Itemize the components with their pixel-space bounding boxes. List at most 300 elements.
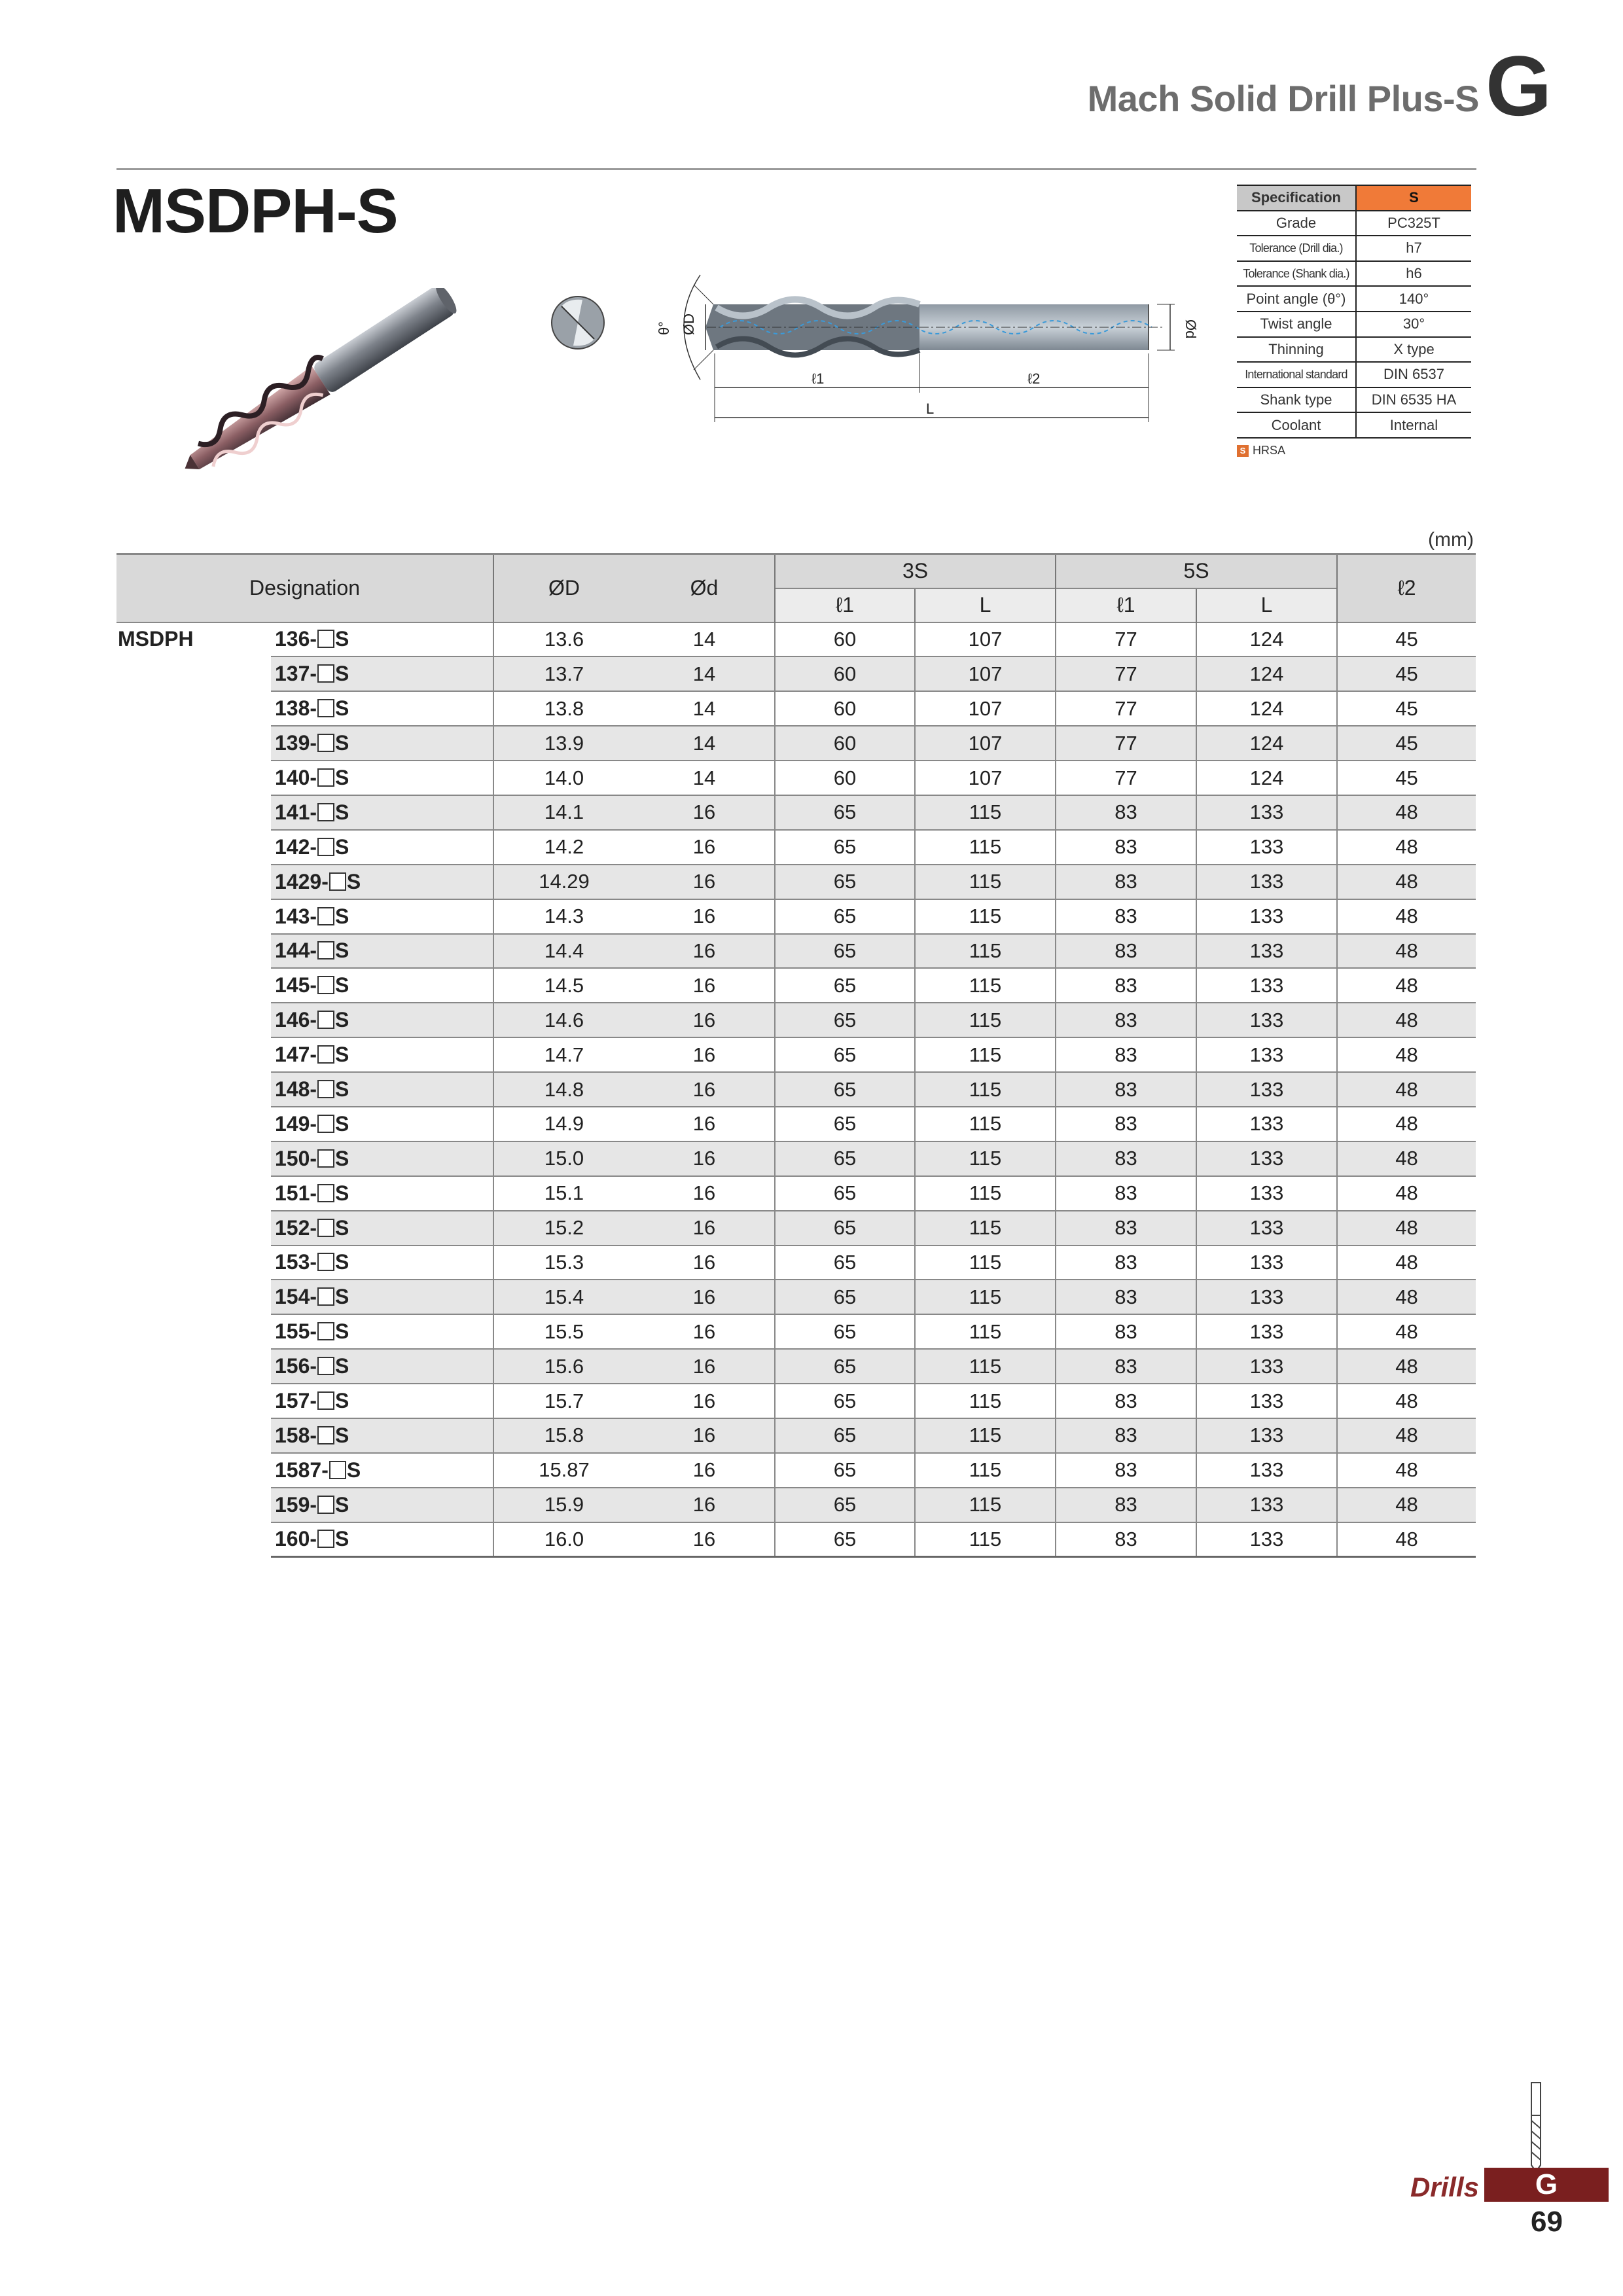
designation-prefix: 160-: [275, 1527, 317, 1551]
product-title: MSDPH-S: [113, 176, 398, 246]
designation-prefix: 147-: [275, 1043, 317, 1067]
page-number: 69: [1531, 2206, 1563, 2238]
grade-placeholder-box: [317, 1496, 334, 1514]
table-row: [116, 968, 1476, 1003]
cell-5S-l1: 83: [1056, 1107, 1196, 1141]
spec-key: Tolerance (Drill dia.): [1237, 236, 1356, 261]
spec-value: h7: [1356, 236, 1471, 261]
cell-5S-l1: 83: [1056, 1141, 1196, 1176]
designation-suffix: S: [335, 1043, 349, 1067]
cell-D: 15.6: [493, 1349, 634, 1384]
cell-3S-l1: 65: [775, 1003, 915, 1037]
cell-l2: 48: [1337, 1280, 1476, 1314]
spec-key: Thinning: [1237, 337, 1356, 363]
spec-value: X type: [1356, 337, 1471, 363]
grade-placeholder-box: [317, 630, 334, 648]
spec-row: [1237, 362, 1471, 387]
cell-3S-L: 115: [915, 1349, 1056, 1384]
cell-3S-L: 115: [915, 1072, 1056, 1107]
cell-D: 15.3: [493, 1246, 634, 1280]
designation-suffix: S: [335, 800, 349, 824]
cell-d: 16: [634, 899, 775, 934]
cell-d: 16: [634, 1488, 775, 1522]
cell-5S-L: 124: [1196, 656, 1337, 691]
cell-3S-l1: 65: [775, 899, 915, 934]
header-5S: 5S: [1056, 554, 1337, 588]
cell-D: 14.1: [493, 795, 634, 830]
designation-suffix: S: [335, 1215, 349, 1240]
cell-l2: 45: [1337, 622, 1476, 657]
cell-5S-L: 133: [1196, 899, 1337, 934]
cell-5S-L: 133: [1196, 1488, 1337, 1522]
designation-code: [271, 1176, 493, 1211]
cell-3S-l1: 65: [775, 1176, 915, 1211]
designation-prefix: 154-: [275, 1285, 317, 1309]
grade-placeholder-box: [317, 1184, 334, 1202]
grade-placeholder-box: [317, 1115, 334, 1133]
header-d: Ød: [634, 554, 775, 622]
cell-5S-L: 133: [1196, 1314, 1337, 1349]
header-divider: [116, 168, 1476, 170]
designation-prefix: 146-: [275, 1008, 317, 1032]
cell-5S-l1: 83: [1056, 830, 1196, 865]
cell-5S-l1: 83: [1056, 865, 1196, 899]
table-row: [116, 622, 1476, 657]
designation-suffix: S: [335, 1492, 349, 1516]
dimension-table: [116, 553, 1476, 1558]
cell-5S-L: 124: [1196, 761, 1337, 795]
table-row: [116, 1349, 1476, 1384]
designation-suffix: S: [335, 1008, 349, 1032]
cell-5S-L: 133: [1196, 1176, 1337, 1211]
designation-code: [271, 726, 493, 761]
designation-prefix: 151-: [275, 1181, 317, 1205]
cell-d: 16: [634, 1522, 775, 1557]
cell-d: 16: [634, 830, 775, 865]
spec-row: [1237, 211, 1471, 236]
cell-l2: 48: [1337, 1107, 1476, 1141]
designation-suffix: S: [335, 904, 349, 928]
table-row: [116, 1418, 1476, 1453]
table-row: [116, 1280, 1476, 1314]
designation-prefix: 159-: [275, 1492, 317, 1516]
cell-l2: 48: [1337, 1003, 1476, 1037]
cell-5S-l1: 83: [1056, 1488, 1196, 1522]
cell-3S-l1: 65: [775, 968, 915, 1003]
designation-suffix: S: [335, 1389, 349, 1413]
table-row: [116, 761, 1476, 795]
cell-5S-L: 124: [1196, 726, 1337, 761]
cell-5S-l1: 83: [1056, 1246, 1196, 1280]
designation-suffix: S: [335, 1354, 349, 1378]
cell-5S-l1: 77: [1056, 761, 1196, 795]
cell-d: 16: [634, 865, 775, 899]
table-row: [116, 656, 1476, 691]
spec-value: h6: [1356, 261, 1471, 287]
designation-suffix: S: [335, 662, 349, 686]
cell-5S-l1: 83: [1056, 1522, 1196, 1557]
table-row: [116, 934, 1476, 969]
table-row: [116, 865, 1476, 899]
dim-l2-label: ℓ2: [1027, 370, 1041, 387]
cell-3S-l1: 60: [775, 761, 915, 795]
cell-5S-L: 133: [1196, 1141, 1337, 1176]
designation-code: [271, 1349, 493, 1384]
header-3S: 3S: [775, 554, 1056, 588]
cell-l2: 48: [1337, 865, 1476, 899]
grade-placeholder-box: [317, 1011, 334, 1029]
cell-D: 13.6: [493, 622, 634, 657]
cell-d: 14: [634, 622, 775, 657]
cell-D: 14.8: [493, 1072, 634, 1107]
cell-3S-l1: 65: [775, 1037, 915, 1072]
designation-suffix: S: [335, 1111, 349, 1136]
cell-d: 16: [634, 968, 775, 1003]
designation-suffix: S: [335, 1423, 349, 1447]
cell-3S-l1: 60: [775, 691, 915, 726]
designation-prefix: 139-: [275, 731, 317, 755]
spec-value: Internal: [1356, 412, 1471, 438]
cell-l2: 48: [1337, 1141, 1476, 1176]
designation-code: [271, 1003, 493, 1037]
spec-value: DIN 6537: [1356, 362, 1471, 387]
designation-code: [271, 1280, 493, 1314]
designation-code: [271, 830, 493, 865]
designation-suffix: S: [335, 1146, 349, 1170]
table-row: [116, 830, 1476, 865]
header-l2: ℓ2: [1337, 554, 1476, 622]
dim-l1-label: ℓ1: [812, 370, 825, 387]
cell-3S-L: 115: [915, 1522, 1056, 1557]
cell-D: 13.8: [493, 691, 634, 726]
cell-3S-l1: 60: [775, 726, 915, 761]
cell-l2: 48: [1337, 1418, 1476, 1453]
designation-prefix: 153-: [275, 1250, 317, 1274]
grade-placeholder-box: [317, 803, 334, 821]
cell-3S-L: 115: [915, 934, 1056, 969]
cell-5S-l1: 83: [1056, 1453, 1196, 1488]
table-row: [116, 1488, 1476, 1522]
designation-prefix: 145-: [275, 973, 317, 997]
table-row: [116, 1314, 1476, 1349]
header-5S-L: L: [1196, 588, 1337, 622]
cell-D: 14.4: [493, 934, 634, 969]
cell-3S-l1: 65: [775, 830, 915, 865]
cell-l2: 48: [1337, 1522, 1476, 1557]
table-row: [116, 1037, 1476, 1072]
dim-L-label: L: [926, 401, 935, 417]
cell-l2: 48: [1337, 1453, 1476, 1488]
cell-d: 16: [634, 934, 775, 969]
designation-prefix: 136-: [275, 627, 317, 651]
cell-5S-l1: 83: [1056, 1314, 1196, 1349]
cell-5S-L: 133: [1196, 865, 1337, 899]
grade-placeholder-box: [317, 941, 334, 960]
grade-placeholder-box: [317, 1357, 334, 1375]
cell-3S-L: 115: [915, 1314, 1056, 1349]
spec-key: Point angle (θ°): [1237, 286, 1356, 312]
designation-suffix: S: [335, 1077, 349, 1102]
cell-D: 15.0: [493, 1141, 634, 1176]
header-designation: Designation: [116, 554, 493, 622]
table-body: [116, 622, 1476, 1557]
spec-key: International standard: [1237, 362, 1356, 387]
cell-d: 16: [634, 1314, 775, 1349]
dim-angle-label: θ°: [656, 321, 672, 335]
spec-value: 30°: [1356, 312, 1471, 337]
cell-5S-L: 133: [1196, 1003, 1337, 1037]
designation-suffix: S: [335, 973, 349, 997]
cell-l2: 48: [1337, 1211, 1476, 1246]
cell-d: 14: [634, 691, 775, 726]
cell-5S-L: 133: [1196, 968, 1337, 1003]
designation-code: [271, 968, 493, 1003]
drill-icon: [1526, 2081, 1546, 2173]
cell-5S-L: 133: [1196, 795, 1337, 830]
cell-5S-L: 133: [1196, 1453, 1337, 1488]
cell-3S-l1: 65: [775, 1488, 915, 1522]
cell-3S-L: 115: [915, 1037, 1056, 1072]
spec-value: DIN 6535 HA: [1356, 387, 1471, 413]
cell-3S-L: 115: [915, 1141, 1056, 1176]
designation-prefix: 137-: [275, 662, 317, 686]
spec-value: PC325T: [1356, 211, 1471, 236]
spec-key: Grade: [1237, 211, 1356, 236]
cell-5S-l1: 83: [1056, 1037, 1196, 1072]
table-row: [116, 726, 1476, 761]
grade-placeholder-box: [317, 664, 334, 683]
cell-5S-l1: 83: [1056, 934, 1196, 969]
table-row: [116, 1211, 1476, 1246]
designation-prefix: 143-: [275, 904, 317, 928]
spec-row: [1237, 312, 1471, 337]
cell-3S-l1: 65: [775, 1418, 915, 1453]
designation-code: [271, 761, 493, 795]
cell-5S-L: 133: [1196, 830, 1337, 865]
cell-3S-l1: 65: [775, 1246, 915, 1280]
grade-placeholder-box: [317, 1149, 334, 1168]
cell-5S-l1: 83: [1056, 1280, 1196, 1314]
table-row: [116, 691, 1476, 726]
cell-5S-L: 133: [1196, 1418, 1337, 1453]
table-row: [116, 795, 1476, 830]
cell-3S-L: 115: [915, 1176, 1056, 1211]
designation-prefix: 158-: [275, 1423, 317, 1447]
table-row: [116, 1176, 1476, 1211]
spec-row: [1237, 286, 1471, 312]
designation-code: [271, 1141, 493, 1176]
cell-3S-l1: 65: [775, 1107, 915, 1141]
cell-3S-L: 115: [915, 968, 1056, 1003]
drill-end-view: [548, 293, 607, 352]
cell-d: 16: [634, 1037, 775, 1072]
table-row: [116, 1107, 1476, 1141]
spec-header-key: Specification: [1237, 185, 1356, 211]
cell-3S-L: 115: [915, 830, 1056, 865]
cell-D: 14.2: [493, 830, 634, 865]
designation-prefix: 1587-: [275, 1458, 329, 1482]
cell-5S-l1: 83: [1056, 1211, 1196, 1246]
grade-placeholder-box: [317, 1530, 334, 1548]
cell-3S-L: 107: [915, 761, 1056, 795]
cell-5S-l1: 83: [1056, 968, 1196, 1003]
cell-3S-L: 115: [915, 1453, 1056, 1488]
cell-3S-l1: 65: [775, 795, 915, 830]
cell-3S-L: 115: [915, 899, 1056, 934]
cell-3S-l1: 60: [775, 656, 915, 691]
spec-row: [1237, 387, 1471, 413]
cell-D: 14.9: [493, 1107, 634, 1141]
drill-photo: [157, 288, 484, 471]
spec-row: [1237, 261, 1471, 287]
grade-placeholder-box: [317, 1287, 334, 1306]
designation-code: [271, 1453, 493, 1488]
header-5S-l1: ℓ1: [1056, 588, 1196, 622]
cell-5S-L: 133: [1196, 1280, 1337, 1314]
cell-l2: 48: [1337, 1488, 1476, 1522]
designation-code: [271, 1522, 493, 1557]
cell-3S-l1: 65: [775, 865, 915, 899]
material-legend: [1237, 444, 1285, 457]
cell-D: 16.0: [493, 1522, 634, 1557]
cell-3S-L: 107: [915, 726, 1056, 761]
material-legend-mark: S: [1237, 445, 1249, 457]
cell-3S-L: 115: [915, 865, 1056, 899]
cell-3S-L: 107: [915, 691, 1056, 726]
grade-placeholder-box: [317, 1253, 334, 1271]
designation-suffix: S: [335, 939, 349, 963]
cell-l2: 48: [1337, 795, 1476, 830]
cell-d: 14: [634, 761, 775, 795]
table-row: [116, 1384, 1476, 1418]
cell-D: 15.87: [493, 1453, 634, 1488]
cell-d: 16: [634, 1003, 775, 1037]
designation-prefix: 148-: [275, 1077, 317, 1102]
spec-row: [1237, 236, 1471, 261]
designation-code: [271, 656, 493, 691]
table-row: [116, 1453, 1476, 1488]
cell-3S-L: 115: [915, 1384, 1056, 1418]
cell-5S-l1: 83: [1056, 899, 1196, 934]
grade-placeholder-box: [317, 1322, 334, 1340]
cell-D: 15.4: [493, 1280, 634, 1314]
cell-l2: 48: [1337, 1037, 1476, 1072]
cell-3S-l1: 65: [775, 1384, 915, 1418]
cell-5S-l1: 77: [1056, 622, 1196, 657]
cell-5S-l1: 77: [1056, 656, 1196, 691]
cell-5S-L: 124: [1196, 691, 1337, 726]
designation-code: [271, 1211, 493, 1246]
series-name: MSDPH: [116, 622, 271, 1557]
grade-placeholder-box: [317, 1426, 334, 1444]
designation-suffix: S: [335, 731, 349, 755]
spec-table: [1237, 185, 1471, 439]
cell-5S-l1: 83: [1056, 795, 1196, 830]
cell-3S-L: 115: [915, 1107, 1056, 1141]
cell-l2: 45: [1337, 726, 1476, 761]
cell-5S-l1: 83: [1056, 1072, 1196, 1107]
designation-code: [271, 1384, 493, 1418]
cell-3S-l1: 65: [775, 934, 915, 969]
cell-d: 16: [634, 1246, 775, 1280]
cell-5S-l1: 83: [1056, 1384, 1196, 1418]
cell-3S-L: 115: [915, 795, 1056, 830]
designation-prefix: 138-: [275, 696, 317, 721]
designation-code: [271, 934, 493, 969]
cell-d: 16: [634, 1211, 775, 1246]
grade-placeholder-box: [317, 1219, 334, 1237]
designation-prefix: 156-: [275, 1354, 317, 1378]
cell-l2: 48: [1337, 968, 1476, 1003]
spec-row: [1237, 337, 1471, 363]
cell-d: 16: [634, 1107, 775, 1141]
cell-d: 16: [634, 1349, 775, 1384]
section-letter: G: [1486, 38, 1552, 134]
grade-placeholder-box: [317, 1080, 334, 1098]
section-title: Mach Solid Drill Plus-S: [1087, 78, 1479, 119]
header-3S-l1: ℓ1: [775, 588, 915, 622]
designation-prefix: 140-: [275, 766, 317, 789]
designation-prefix: 149-: [275, 1111, 317, 1136]
designation-code: [271, 899, 493, 934]
footer-section-tab: G: [1484, 2168, 1609, 2202]
table-row: [116, 1141, 1476, 1176]
spec-value: 140°: [1356, 286, 1471, 312]
cell-5S-l1: 77: [1056, 726, 1196, 761]
cell-d: 16: [634, 1141, 775, 1176]
cell-D: 13.9: [493, 726, 634, 761]
cell-5S-L: 133: [1196, 934, 1337, 969]
cell-d: 16: [634, 1453, 775, 1488]
cell-D: 15.5: [493, 1314, 634, 1349]
table-row: [116, 1003, 1476, 1037]
table-row: [116, 1522, 1476, 1557]
designation-prefix: 155-: [275, 1319, 317, 1344]
grade-placeholder-box: [317, 838, 334, 856]
cell-l2: 48: [1337, 934, 1476, 969]
designation-prefix: 157-: [275, 1389, 317, 1413]
designation-suffix: S: [346, 1458, 361, 1482]
cell-d: 16: [634, 1384, 775, 1418]
spec-key: Coolant: [1237, 412, 1356, 438]
cell-l2: 45: [1337, 691, 1476, 726]
designation-prefix: 150-: [275, 1146, 317, 1170]
cell-d: 16: [634, 1418, 775, 1453]
designation-suffix: S: [335, 834, 349, 859]
cell-5S-l1: 83: [1056, 1176, 1196, 1211]
cell-l2: 45: [1337, 761, 1476, 795]
cell-D: 14.7: [493, 1037, 634, 1072]
cell-3S-l1: 65: [775, 1453, 915, 1488]
designation-code: [271, 1037, 493, 1072]
cell-3S-l1: 65: [775, 1072, 915, 1107]
cell-3S-L: 115: [915, 1280, 1056, 1314]
designation-prefix: 141-: [275, 800, 317, 824]
cell-d: 14: [634, 726, 775, 761]
header-3S-L: L: [915, 588, 1056, 622]
cell-d: 16: [634, 1176, 775, 1211]
material-legend-label: HRSA: [1253, 444, 1286, 457]
cell-5S-l1: 77: [1056, 691, 1196, 726]
cell-3S-l1: 65: [775, 1280, 915, 1314]
unit-label: (mm): [1428, 529, 1474, 550]
cell-l2: 48: [1337, 1176, 1476, 1211]
grade-placeholder-box: [317, 1045, 334, 1064]
table-row: [116, 1072, 1476, 1107]
designation-code: [271, 1314, 493, 1349]
cell-5S-l1: 83: [1056, 1349, 1196, 1384]
cell-l2: 48: [1337, 830, 1476, 865]
